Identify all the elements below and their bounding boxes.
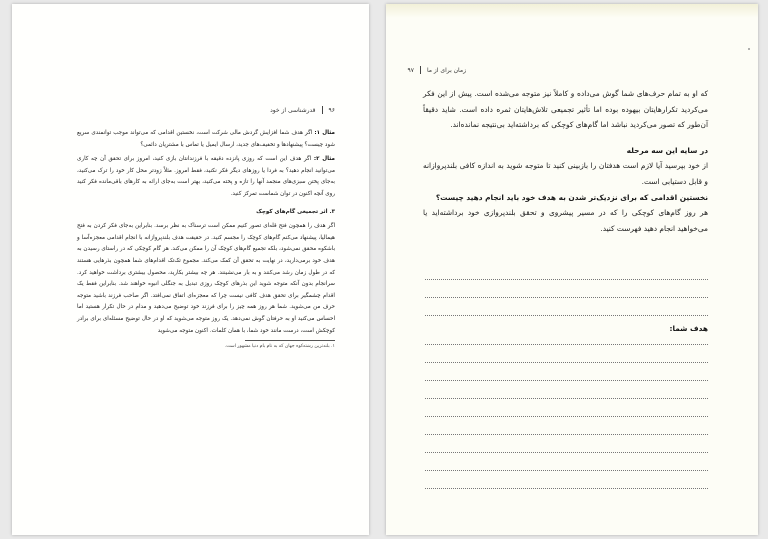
left-page-number: ۹۶ — [328, 106, 335, 114]
question-heading: نخستین اقدامی که برای نزدیک‌تر شدن به هدف خود باید انجام دهید چیست؟ — [435, 192, 708, 202]
page-mark — [748, 48, 750, 50]
example-2-paragraph — [77, 154, 335, 200]
right-page-body — [423, 86, 708, 236]
writing-line[interactable] — [425, 398, 708, 400]
writing-line[interactable] — [425, 434, 708, 436]
section-text: اگر هدف را همچون فتح قله‌ای تصور کنیم ممکن است ترسناک به نظر برسد. بنابراین به‌جای فکر کردن به فتح هیمالیا، پیشنهاد می‌کنم گام‌های کوچک را مجسم کنید. در حقیقت هدف بلندپروازانه با انجام اقدامی معجزه‌آسا و باشکوه محقق نمی‌شود، بلکه تجمیع گام‌های کوچک آن را ممکن می‌کند. هر گام کوچکی که در راستای رسیدن به هدف خود برمی‌دارید، در نهایت به تحقق آن کمک می‌کند. مجموع تک‌تک اقدام‌های شما همچون بذرهایی هستند که در طول زمان رشد می‌کنند و به بار می‌نشینند. هر چه بیشتر بکارید، محصول بیشتری برداشت خواهید کرد. سرانجام بدون آنکه متوجه شوید این بذرهای کوچک روزی تبدیل به جنگلی انبوه خواهند شد. بنابراین فقط یک اقدام چشمگیر برای تحقق هدف کافی نیست چرا که معجزه‌ای اتفاق نمی‌افتد. اگر صاحب فرزند باشید متوجه حرف من می‌شوید. شما هر روز همه چیز را برای فرزند خود توضیح می‌دهید و مدام در حال تکرار هستید اما احساس می‌کنید او به حرفتان گوش نمی‌دهد. یک روز متوجه می‌شوید که او در حال توضیح مسئله‌ای برای برادر کوچکش است، درست مانند خود شما، با همان کلمات. اکنون متوجه می‌شوید — [77, 223, 335, 334]
intro-paragraph: که او به تمام حرف‌های شما گوش می‌داده و کاملاً نیز متوجه می‌شده است. پیش از این فکر می‌کردید تکرارهایتان بیهوده بوده اما تأثیر تجمیعی تلاش‌هایتان ثمره داده است. شاید دقیقاً آن‌طور که تصور می‌کردید نباشد اما گام‌های کوچکی که برداشته‌اید بی‌نتیجه نمانده‌اند. — [423, 89, 708, 130]
writing-line[interactable] — [425, 380, 708, 382]
header-divider — [322, 106, 323, 114]
left-page — [12, 4, 369, 535]
writing-line[interactable] — [425, 488, 708, 490]
example-1-text: اگر هدف شما افزایش گردش مالی شرکت است، نخستین اقدامی که می‌تواند موجب توانمندی سریع شود چیست؟ پیشنهادها و تخفیف‌های جدید، ارسال ایمیل یا تماس با مشتریان دائمی؟ — [77, 130, 335, 148]
footnote-rule — [245, 340, 335, 341]
instruction-paragraph: هر روز گام‌های کوچکی را که در مسیر پیشروی و تحقق بلندپروازی خود برداشته‌اید یا می‌خواهید انجام دهید فهرست کنید. — [423, 208, 708, 233]
header-divider — [420, 66, 421, 74]
goal-lines — [425, 344, 708, 506]
right-page-running-title: زمان برای از ما — [426, 66, 466, 74]
left-page-header — [270, 106, 335, 114]
writing-line[interactable] — [425, 470, 708, 472]
writing-line[interactable] — [425, 315, 708, 317]
writing-line[interactable] — [425, 279, 708, 281]
section-title: ۳. اثر تجمیعی گام‌های کوچک — [256, 208, 335, 215]
left-page-body — [77, 128, 335, 351]
right-page-number: ۹۷ — [407, 66, 414, 74]
goal-label: هدف شما: — [669, 324, 708, 333]
example-2-text: اگر هدف این است که روزی پانزده دقیقه با فرزندانتان بازی کنید، امروز برای تحقق آن چه کاری می‌توانید انجام دهید؟ به فردا یا روزهای دیگر فکر نکنید، فقط امروز. مثلاً زودتر محل کار خود را ترک می‌کنید، به‌جای پختن سبزی‌های منجمد آنها را تازه و پخته می‌کنید، بهتر است به‌جای ارائه به کارهای باقی‌مانده فکر کنید روی آنچه اکنون در توان شماست تمرکز کنید. — [77, 156, 335, 197]
writing-line[interactable] — [425, 452, 708, 454]
right-page — [386, 4, 758, 535]
left-page-running-title: قدرشناسی از خود — [270, 106, 316, 114]
footnote: ۱. بلندترین رشته‌کوه جهان که به نام بام دنیا مشهور است. — [224, 344, 335, 350]
answer-lines-top — [425, 279, 708, 333]
example-2-label: مثال ۲: — [313, 156, 336, 163]
writing-line[interactable] — [425, 297, 708, 299]
right-page-header — [408, 66, 466, 74]
section-paragraph: از خود بپرسید آیا لازم است هدفتان را بازبینی کنید تا متوجه شوید به اندازه کافی بلندپروازانه و قابل دستیابی است. — [423, 161, 708, 186]
writing-line[interactable] — [425, 416, 708, 418]
section-heading: در سایه این سه مرحله — [626, 145, 708, 155]
writing-line[interactable] — [425, 362, 708, 364]
example-1-paragraph — [77, 128, 335, 151]
writing-line[interactable] — [425, 344, 708, 346]
example-1-label: مثال ۱: — [314, 130, 335, 136]
